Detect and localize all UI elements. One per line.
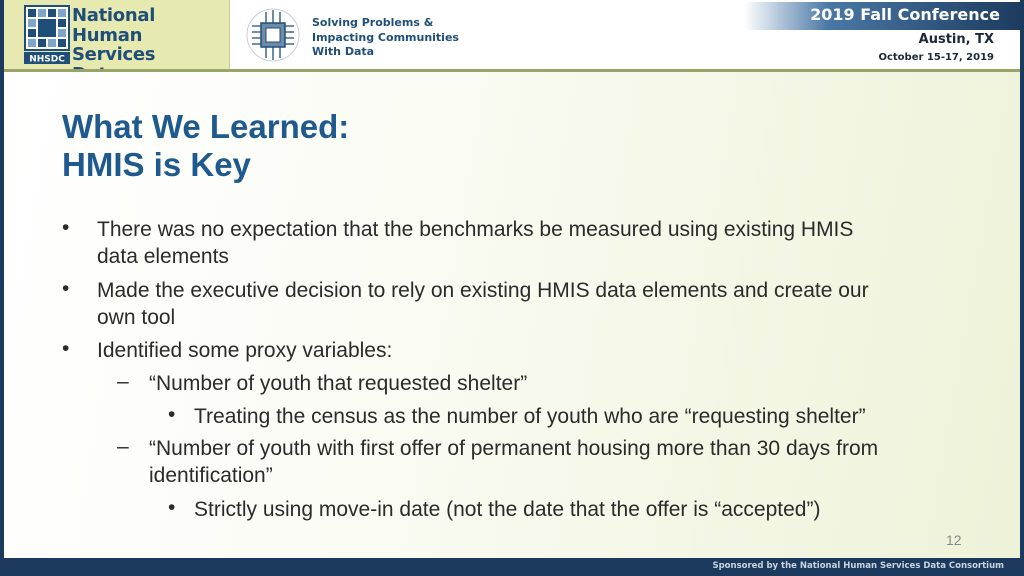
conference-title: 2019 Fall Conference (810, 5, 1000, 24)
sub-bullet-text-line: identification” (149, 464, 273, 487)
title-line-2: HMIS is Key (62, 146, 251, 183)
sub-sub-bullet-text-line: Strictly using move-in date (not the date that the offer is “accepted”) (194, 498, 821, 521)
sub-sub-bullet-marker: • (168, 403, 176, 426)
bullet-marker: • (62, 216, 70, 239)
logo-line-1: National (72, 5, 156, 26)
tagline-line-1: Solving Problems & (312, 16, 434, 29)
tagline-line-3: With Data (312, 45, 375, 58)
bullet-text-line: own tool (97, 306, 176, 329)
bullet-marker: • (62, 337, 70, 360)
circuit-icon (242, 6, 304, 64)
slide-content (4, 72, 1020, 558)
footer-bar (4, 558, 1020, 576)
conference-dates: October 15-17, 2019 (878, 52, 994, 63)
footer-sponsor-text: Sponsored by the National Human Services Data Consortium (712, 561, 1004, 571)
logo-line-2: Human Services (72, 24, 156, 65)
conference-city: Austin, TX (918, 32, 994, 47)
tagline-line-2: Impacting Communities (312, 30, 459, 44)
sub-sub-bullet-marker: • (168, 496, 176, 519)
logo-mark-text: NHSDC (29, 54, 65, 65)
bullet-text-line: Made the executive decision to rely on existing HMIS data elements and create our (97, 279, 869, 302)
slide-title (62, 108, 349, 184)
sub-bullet-marker: – (117, 435, 129, 458)
sub-bullet-text-line: “Number of youth with first offer of permanent housing more than 30 days from (149, 437, 879, 460)
bullet-text-line: There was no expectation that the benchmarks be measured using existing HMIS (97, 218, 854, 241)
title-line-1: What We Learned: (62, 108, 350, 145)
page-number: 12 (946, 532, 962, 548)
header (4, 0, 1020, 72)
sub-bullet-text-line: “Number of youth that requested shelter” (149, 372, 528, 395)
nhsdc-logo (4, 0, 230, 69)
sub-sub-bullet-text-line: Treating the census as the number of youth who are “requesting shelter” (194, 405, 866, 428)
sub-bullet-marker: – (117, 370, 129, 393)
nhsdc-grid-logo-icon (24, 5, 70, 65)
bullet-text-line: Identified some proxy variables: (97, 339, 393, 362)
tagline (312, 16, 459, 60)
bullet-text-line: data elements (97, 245, 229, 268)
bullet-marker: • (62, 277, 70, 300)
